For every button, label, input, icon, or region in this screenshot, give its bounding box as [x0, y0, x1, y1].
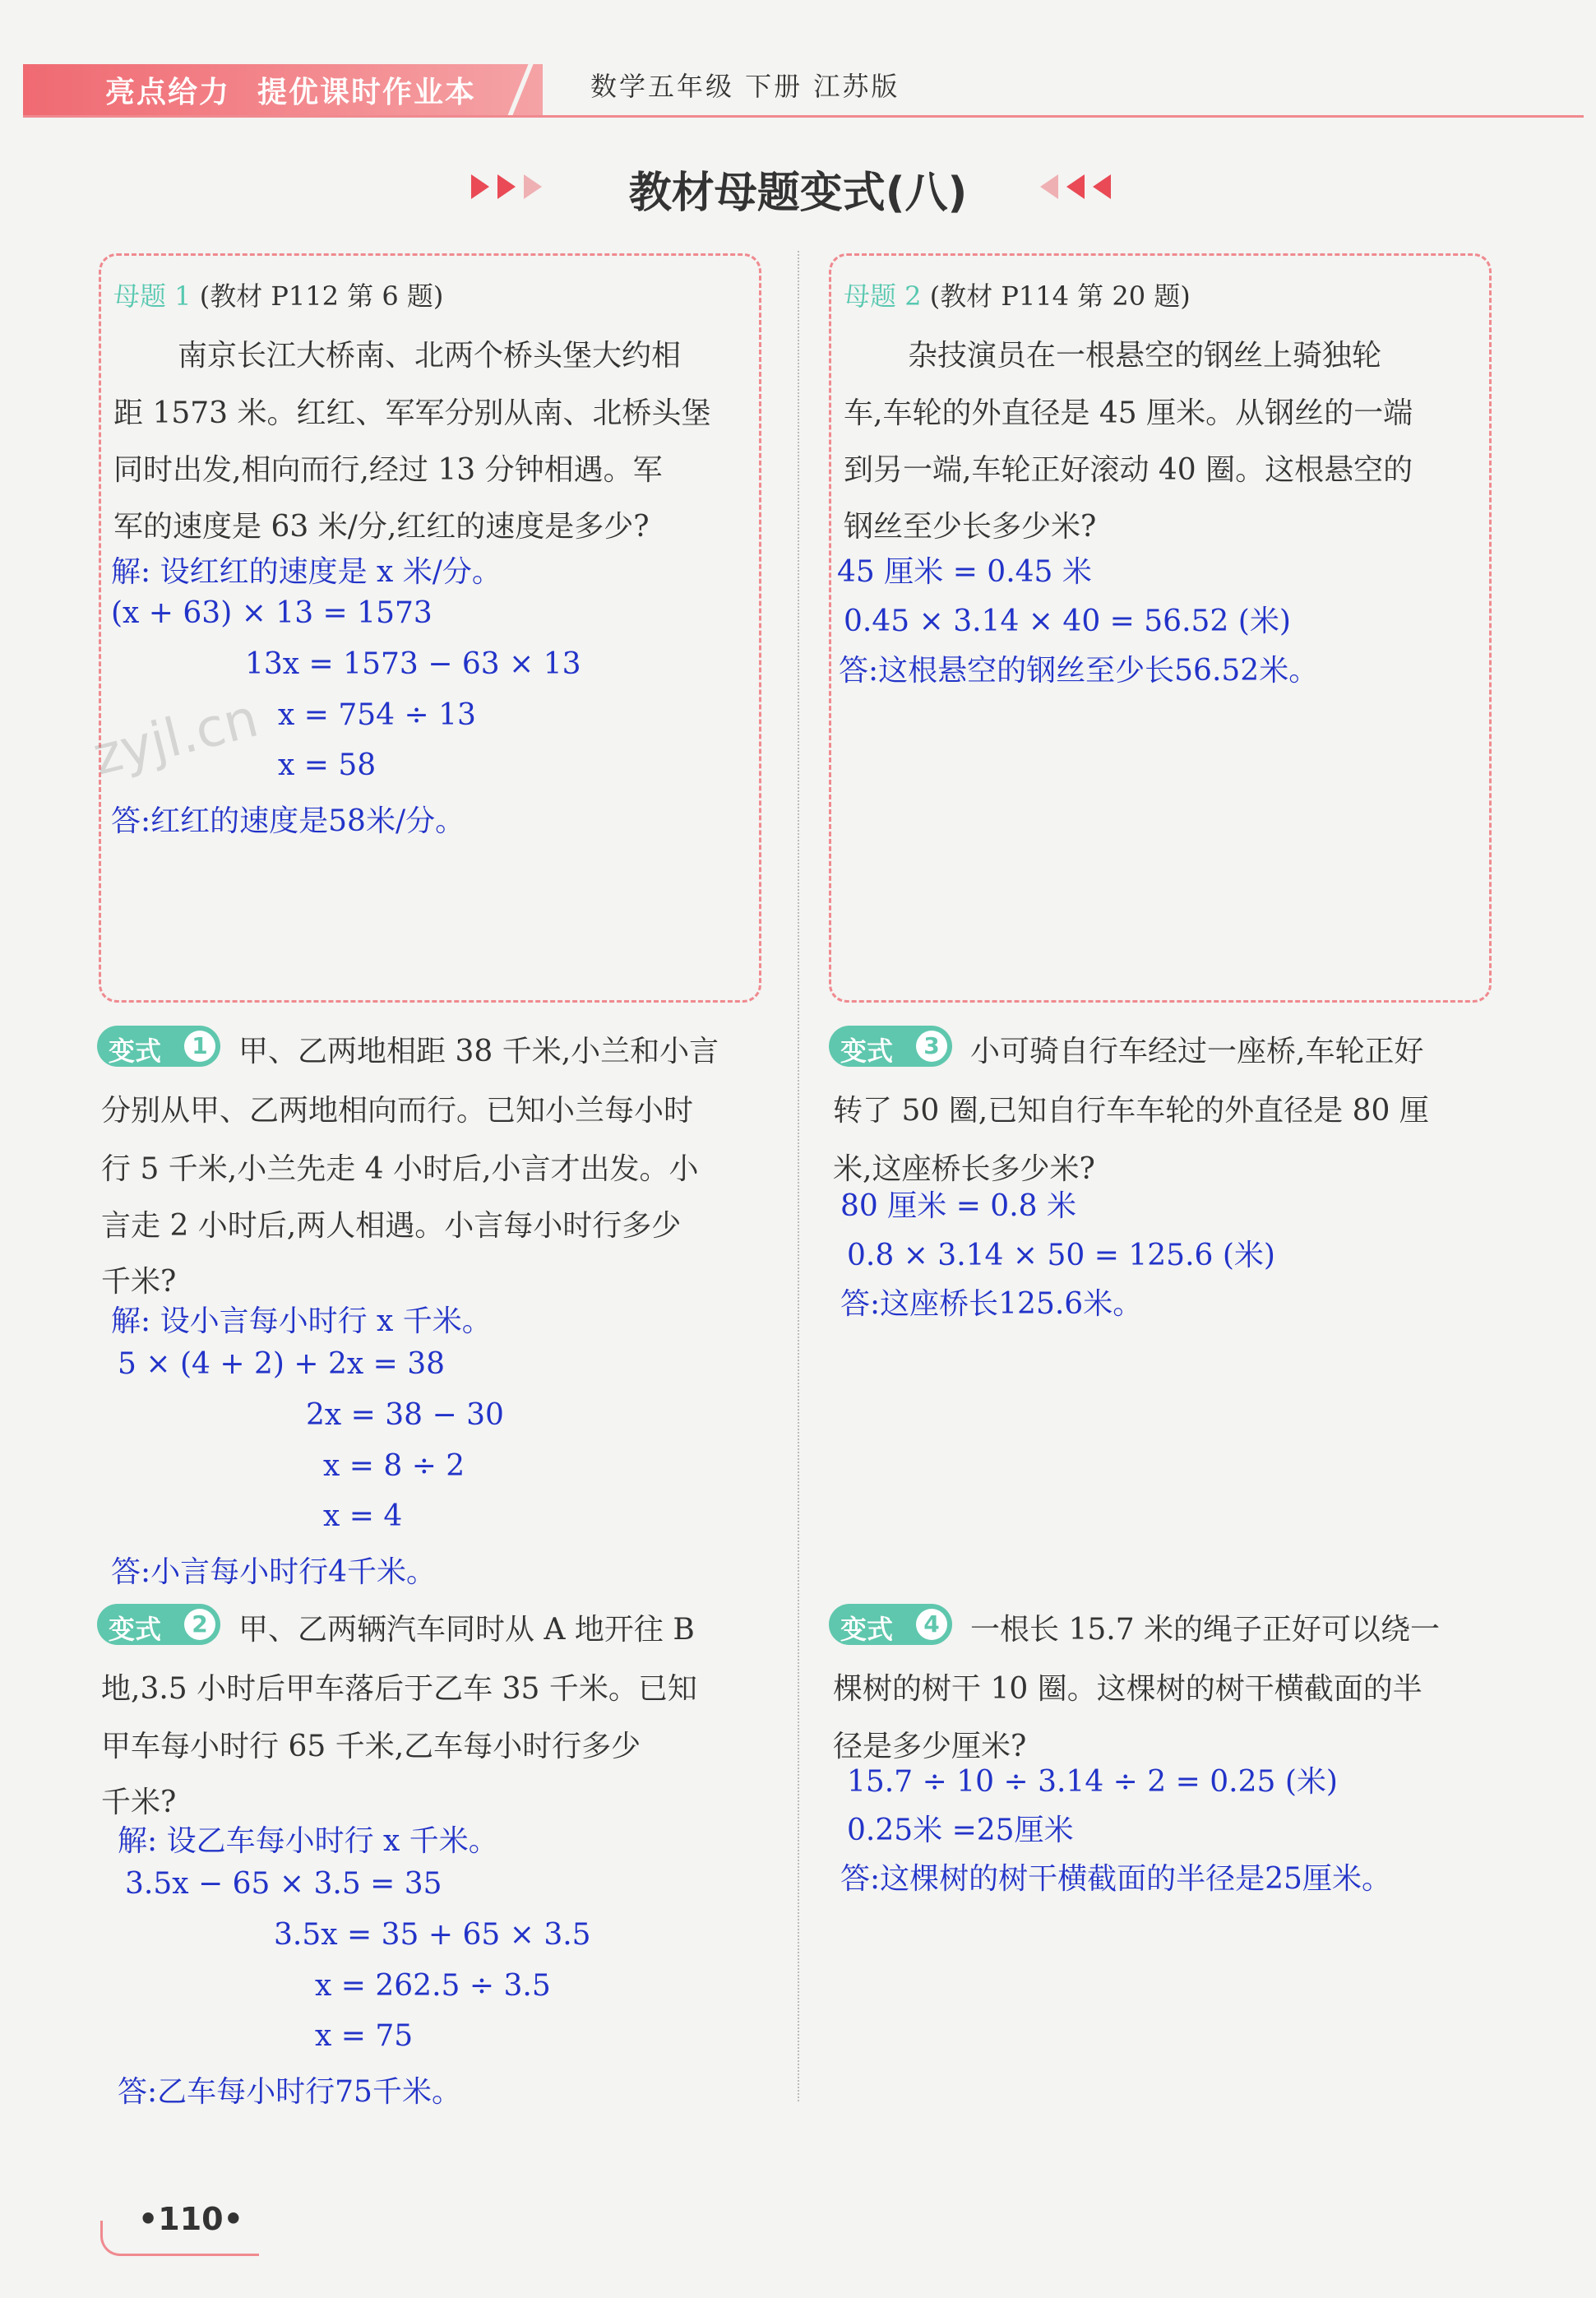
variant-2-text: 甲、乙两辆汽车同时从 A 地开往 B [238, 1613, 695, 1647]
variant-4-text: 一根长 15.7 米的绳子正好可以绕一 [970, 1613, 1441, 1647]
variant-2-tag: 变式 [109, 1614, 162, 1645]
variant-1-number: 1 [184, 1031, 215, 1062]
answer-line: 0.45 × 3.14 × 40 = 56.52 (米) [844, 605, 1291, 638]
header-rule [23, 115, 1584, 118]
answer-line: 13x = 1573 − 63 × 13 [245, 647, 581, 681]
problem-1-text: 同时出发,相向而行,经过 13 分钟相遇。军 [113, 453, 663, 487]
variant-4-text: 棵树的树干 10 圈。这棵树的树干横截面的半 [833, 1672, 1423, 1706]
problem-2-text: 到另一端,车轮正好滚动 40 圈。这根悬空的 [844, 453, 1413, 487]
problem-1-label: 母题 1 [113, 280, 192, 312]
title-arrow-icon [1040, 174, 1058, 199]
answer-line: 解: 设乙车每小时行 x 千米。 [118, 1824, 498, 1858]
variant-3-text: 小可骑自行车经过一座桥,车轮正好 [970, 1035, 1424, 1068]
answer-line: 答:这棵树的树干横截面的半径是25厘米。 [840, 1862, 1391, 1896]
problem-1-text: 距 1573 米。红红、军军分别从南、北桥头堡 [113, 396, 711, 430]
column-divider [798, 251, 799, 2101]
variant-2-text: 甲车每小时行 65 千米,乙车每小时行多少 [101, 1730, 641, 1763]
problem-1-ref: (教材 P112 第 6 题) [199, 280, 444, 312]
variant-1-text: 分别从甲、乙两地相向而行。已知小兰每小时 [101, 1094, 694, 1128]
answer-line: 2x = 38 − 30 [306, 1398, 504, 1432]
variant-1-tag: 变式 [109, 1035, 162, 1067]
answer-line: 0.8 × 3.14 × 50 = 125.6 (米) [847, 1239, 1275, 1272]
page-title: 教材母题变式(八) [628, 169, 968, 218]
variant-2-number: 2 [184, 1609, 215, 1640]
variant-2-text: 千米? [101, 1786, 177, 1819]
variant-3-tag: 变式 [840, 1035, 894, 1067]
answer-line: x = 4 [323, 1499, 403, 1533]
variant-4-badge [829, 1604, 952, 1645]
variant-1-text: 言走 2 小时后,两人相遇。小言每小时行多少 [101, 1209, 682, 1243]
variant-4-text: 径是多少厘米? [833, 1730, 1027, 1763]
variant-4-tag: 变式 [840, 1614, 894, 1645]
answer-line: 3.5x = 35 + 65 × 3.5 [274, 1918, 591, 1952]
answer-line: 80 厘米 = 0.8 米 [840, 1189, 1076, 1223]
variant-2-text: 地,3.5 小时后甲车落后于乙车 35 千米。已知 [101, 1672, 697, 1706]
problem-2-heading [844, 276, 1191, 313]
variant-2-badge [97, 1604, 220, 1645]
problem-2-text: 钢丝至少长多少米? [844, 510, 1097, 544]
problem-1-text: 军的速度是 63 米/分,红红的速度是多少? [113, 510, 650, 544]
variant-3-text: 转了 50 圈,已知自行车车轮的外直径是 80 厘 [833, 1094, 1429, 1128]
title-arrow-icon [1093, 174, 1111, 199]
answer-line: 答:乙车每小时行75千米。 [118, 2075, 461, 2109]
answer-line: 0.25米 =25厘米 [847, 1814, 1074, 1847]
problem-1-heading [113, 276, 443, 313]
answer-line: 答:红红的速度是58米/分。 [111, 804, 465, 838]
header-band [23, 64, 543, 115]
answer-line: 答:这座桥长125.6米。 [840, 1287, 1143, 1321]
answer-line: 解: 设红红的速度是 x 米/分。 [111, 555, 502, 589]
brand-subtitle: 提优课时作业本 [257, 76, 477, 109]
variant-1-text: 甲、乙两地相距 38 千米,小兰和小言 [238, 1035, 719, 1068]
variant-1-text: 行 5 千米,小兰先走 4 小时后,小言才出发。小 [101, 1152, 699, 1186]
book-info: 数学五年级 下册 江苏版 [590, 71, 900, 102]
answer-line: 45 厘米 = 0.45 米 [837, 555, 1092, 589]
variant-3-badge [829, 1026, 952, 1067]
page-number: •110• [138, 2201, 243, 2237]
answer-line: x = 754 ÷ 13 [278, 698, 476, 732]
variant-3-number: 3 [916, 1031, 947, 1062]
variant-1-badge [97, 1026, 220, 1067]
answer-line: 5 × (4 + 2) + 2x = 38 [118, 1347, 446, 1381]
watermark: zyjl.cn [87, 688, 265, 788]
problem-2-text: 杂技演员在一根悬空的钢丝上骑独轮 [908, 339, 1382, 373]
problem-2-label: 母题 2 [844, 280, 922, 312]
answer-line: x = 58 [278, 748, 377, 782]
answer-line: (x + 63) × 13 = 1573 [111, 596, 433, 630]
answer-line: 15.7 ÷ 10 ÷ 3.14 ÷ 2 = 0.25 (米) [847, 1765, 1338, 1799]
answer-line: x = 8 ÷ 2 [323, 1449, 465, 1483]
variant-3-text: 米,这座桥长多少米? [833, 1152, 1095, 1186]
answer-line: x = 75 [315, 2019, 414, 2053]
variant-4-number: 4 [916, 1609, 947, 1640]
problem-2-text: 车,车轮的外直径是 45 厘米。从钢丝的一端 [844, 396, 1413, 430]
variant-1-text: 千米? [101, 1265, 177, 1299]
answer-line: x = 262.5 ÷ 3.5 [315, 1969, 551, 2003]
brand-name: 亮点给力 [105, 76, 231, 109]
answer-line: 3.5x − 65 × 3.5 = 35 [125, 1867, 442, 1901]
answer-line: 解: 设小言每小时行 x 千米。 [111, 1304, 492, 1338]
problem-2-ref: (教材 P114 第 20 题) [929, 280, 1191, 312]
answer-line: 答:小言每小时行4千米。 [111, 1555, 437, 1589]
answer-line: 答:这根悬空的钢丝至少长56.52米。 [839, 654, 1319, 688]
title-arrow-icon [1066, 174, 1085, 199]
problem-1-text: 南京长江大桥南、北两个桥头堡大约相 [178, 339, 682, 373]
